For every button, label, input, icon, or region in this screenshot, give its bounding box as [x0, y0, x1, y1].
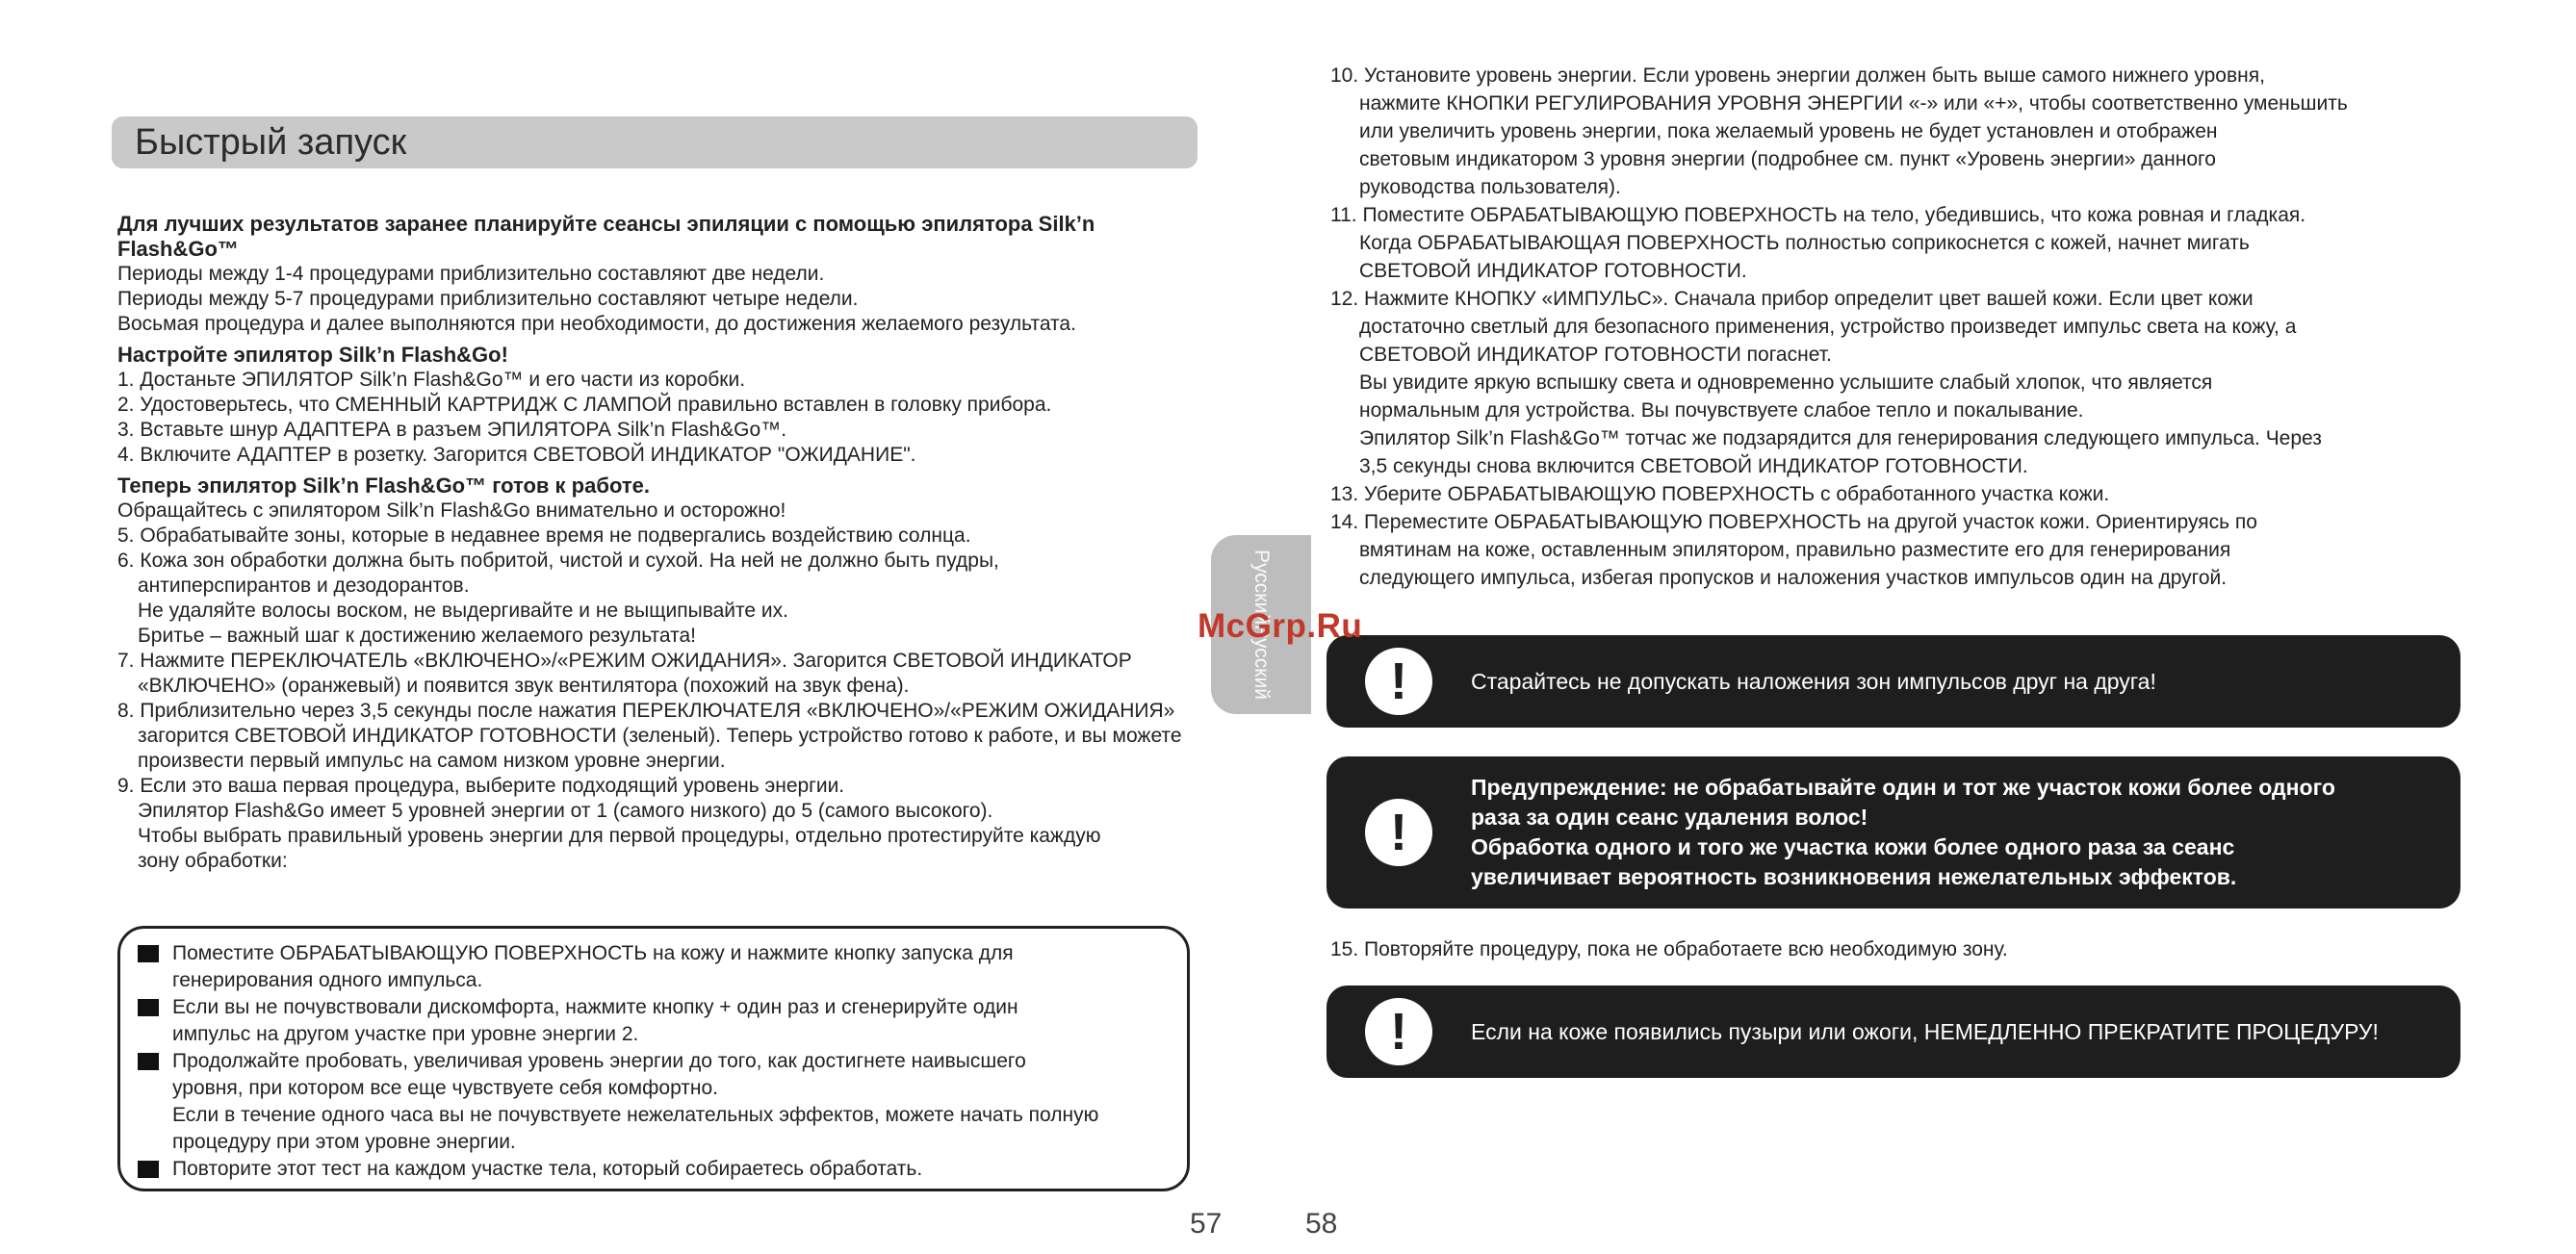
step-line: нажмите КНОПКИ РЕГУЛИРОВАНИЯ УРОВНЯ ЭНЕРГИИ «-» или «+», чтобы соответственно уменьшить	[1359, 92, 2348, 115]
step-line: 15. Повторяйте процедуру, пока не обработаете всю необходимую зону.	[1330, 938, 2008, 960]
bullet-text: Если в течение одного часа вы не почувствуете нежелательных эффектов, можете начать полную	[172, 1104, 1099, 1126]
exclamation-icon: !	[1365, 799, 1432, 866]
warning-box-repeat	[1327, 756, 2460, 909]
step-line: СВЕТОВОЙ ИНДИКАТОР ГОТОВНОСТИ.	[1359, 260, 1747, 282]
ready-line: антиперспирантов и дезодорантов.	[138, 575, 470, 597]
step-line: Вы увидите яркую вспышку света и одновременно услышите слабый хлопок, что является	[1359, 371, 2213, 394]
bullet-text: Если вы не почувствовали дискомфорта, нажмите кнопку + один раз и сгенерируйте один	[172, 996, 1018, 1018]
intro-line: Периоды между 1-4 процедурами приблизительно составляют две недели.	[117, 263, 825, 285]
step-line: достаточно светлый для безопасного применения, устройство произведет импульс света на кожу, а	[1359, 316, 2297, 338]
test-bullet	[138, 1048, 1168, 1075]
ready-heading: Теперь эпилятор Silk’n Flash&Go™ готов к работе.	[117, 473, 650, 498]
warning-text: Старайтесь не допускать наложения зон импульсов друг на друга!	[1471, 668, 2156, 694]
step-line: следующего импульса, избегая пропусков и наложения участков импульсов один на другой.	[1359, 567, 2228, 589]
warning-text: раза за один сеанс удаления волос!	[1471, 805, 1868, 830]
warning-text: Предупреждение: не обрабатывайте один и тот же участок кожи более одного	[1471, 775, 2335, 800]
warning-text-block	[1471, 773, 2335, 892]
setup-step: 2. Удостоверьтесь, что СМЕННЫЙ КАРТРИДЖ С ЛАМПОЙ правильно вставлен в головку прибора.	[117, 394, 1052, 416]
language-tab-label: Русский	[1250, 625, 1273, 700]
step-line: 13. Уберите ОБРАБАТЫВАЮЩУЮ ПОВЕРХНОСТЬ с обработанного участка кожи.	[1330, 483, 2110, 505]
bullet-text: Повторите этот тест на каждом участке тела, который собираетесь обработать.	[172, 1158, 923, 1180]
bullet-text: процедуру при этом уровне энергии.	[172, 1131, 516, 1153]
test-procedure-box	[117, 926, 1190, 1191]
step-line: 10. Установите уровень энергии. Если уровень энергии должен быть выше самого нижнего уровня,	[1330, 64, 2265, 87]
step-line: СВЕТОВОЙ ИНДИКАТОР ГОТОВНОСТИ погаснет.	[1359, 344, 1832, 366]
language-tab-label: Русский	[1250, 550, 1273, 625]
ready-line: 8. Приблизительно через 3,5 секунды после нажатия ПЕРЕКЛЮЧАТЕЛЯ «ВКЛЮЧЕНО»/«РЕЖИМ ОЖИДАНИЯ»	[117, 700, 1175, 722]
square-bullet-icon	[138, 999, 159, 1016]
ready-line: зону обработки:	[138, 850, 288, 872]
ready-line: Не удаляйте волосы воском, не выдергивайте и не выщипывайте их.	[138, 600, 788, 622]
step-line: руководства пользователя).	[1359, 176, 1621, 198]
exclamation-icon: !	[1365, 648, 1432, 715]
bullet-text: Продолжайте пробовать, увеличивая уровень энергии до того, как достигнете наивысшего	[172, 1050, 1026, 1072]
square-bullet-icon	[138, 1161, 159, 1178]
step-line: или увеличить уровень энергии, пока желаемый уровень не будет установлен и отображен	[1359, 120, 2218, 142]
test-bullet	[138, 1156, 1168, 1183]
square-bullet-icon	[138, 1053, 159, 1070]
intro-line: Периоды между 5-7 процедурами приблизительно составляют четыре недели.	[117, 288, 859, 310]
ready-line: 9. Если это ваша первая процедура, выберите подходящий уровень энергии.	[117, 775, 845, 797]
bullet-text: генерирования одного импульса.	[172, 969, 483, 991]
test-bullet	[138, 994, 1168, 1021]
intro-heading: Для лучших результатов заранее планируйте сеансы эпиляции с помощью эпилятора Silk’n Flash&Go™	[117, 212, 1095, 261]
ready-line: Эпилятор Flash&Go имеет 5 уровней энергии от 1 (самого низкого) до 5 (самого высокого).	[138, 800, 993, 822]
ready-line: Бритье – важный шаг к достижению желаемого результата!	[138, 625, 696, 647]
bullet-text: Поместите ОБРАБАТЫВАЮЩУЮ ПОВЕРХНОСТЬ на кожу и нажмите кнопку запуска для	[172, 942, 1014, 964]
page-number-left: 57	[1190, 1208, 1223, 1240]
watermark: McGrp.Ru	[1198, 607, 1363, 645]
ready-line: загорится СВЕТОВОЙ ИНДИКАТОР ГОТОВНОСТИ (зеленый). Теперь устройство готово к работе, и вы можете	[138, 725, 1182, 747]
step-line: 12. Нажмите КНОПКУ «ИМПУЛЬС». Сначала прибор определит цвет вашей кожи. Если цвет кожи	[1330, 288, 2254, 310]
step-line: Когда ОБРАБАТЫВАЮЩАЯ ПОВЕРХНОСТЬ полностью соприкоснется с кожей, начнет мигать	[1359, 232, 2250, 254]
page-number-right: 58	[1305, 1208, 1338, 1240]
intro-line: Восьмая процедура и далее выполняются при необходимости, до достижения желаемого результата.	[117, 313, 1076, 335]
ready-line: произвести первый импульс на самом низком уровне энергии.	[138, 750, 726, 772]
step-line: 14. Переместите ОБРАБАТЫВАЮЩУЮ ПОВЕРХНОСТЬ на другой участок кожи. Ориентируясь по	[1330, 511, 2257, 533]
bullet-text: импульс на другом участке при уровне энергии 2.	[172, 1023, 639, 1045]
section-title: Быстрый запуск	[112, 116, 1198, 168]
ready-line: 5. Обрабатывайте зоны, которые в недавнее время не подвергались воздействию солнца.	[117, 525, 971, 547]
step-line: вмятинам на коже, оставленным эпилятором, правильно разместите его для генерирования	[1359, 539, 2231, 561]
left-body	[117, 212, 1205, 874]
warning-box-burns	[1327, 985, 2460, 1078]
setup-step: 1. Достаньте ЭПИЛЯТОР Silk’n Flash&Go™ и его части из коробки.	[117, 369, 746, 391]
step-line: 11. Поместите ОБРАБАТЫВАЮЩУЮ ПОВЕРХНОСТЬ на тело, убедившись, что кожа ровная и гладкая.	[1330, 204, 2306, 226]
warning-text: Если на коже появились пузыри или ожоги, НЕМЕДЛЕННО ПРЕКРАТИТЕ ПРОЦЕДУРУ!	[1471, 1018, 2379, 1044]
setup-step: 3. Вставьте шнур АДАПТЕРА в разъем ЭПИЛЯТОРА Silk’n Flash&Go™.	[117, 419, 787, 441]
square-bullet-icon	[138, 945, 159, 962]
warning-box-overlap	[1327, 635, 2460, 728]
ready-line: 7. Нажмите ПЕРЕКЛЮЧАТЕЛЬ «ВКЛЮЧЕНО»/«РЕЖИМ ОЖИДАНИЯ». Загорится СВЕТОВОЙ ИНДИКАТОР	[117, 650, 1132, 672]
bullet-text: уровня, при котором все еще чувствуете себя комфортно.	[172, 1077, 719, 1099]
setup-step: 4. Включите АДАПТЕР в розетку. Загорится СВЕТОВОЙ ИНДИКАТОР "ОЖИДАНИЕ".	[117, 444, 916, 466]
ready-line: «ВКЛЮЧЕНО» (оранжевый) и появится звук вентилятора (похожий на звук фена).	[138, 675, 910, 697]
setup-heading: Настройте эпилятор Silk’n Flash&Go!	[117, 343, 508, 367]
step-line: 3,5 секунды снова включится СВЕТОВОЙ ИНДИКАТОР ГОТОВНОСТИ.	[1359, 455, 2028, 477]
warning-text: Обработка одного и того же участка кожи более одного раза за сеанс	[1471, 834, 2235, 859]
ready-line: Обращайтесь с эпилятором Silk’n Flash&Go внимательно и осторожно!	[117, 499, 786, 522]
warning-text: увеличивает вероятность возникновения нежелательных эффектов.	[1471, 864, 2237, 889]
step-line: нормальным для устройства. Вы почувствуете слабое тепло и покалывание.	[1359, 399, 2084, 422]
right-body	[1330, 62, 2466, 592]
step-line: световым индикатором 3 уровня энергии (подробнее см. пункт «Уровень энергии» данного	[1359, 148, 2216, 170]
ready-line: 6. Кожа зон обработки должна быть побритой, чистой и сухой. На ней не должно быть пудры,	[117, 550, 999, 572]
ready-line: Чтобы выбрать правильный уровень энергии для первой процедуры, отдельно протестируйте каждую	[138, 825, 1101, 847]
step-line: Эпилятор Silk’n Flash&Go™ тотчас же подзарядится для генерирования следующего импульса. Через	[1359, 427, 2322, 449]
exclamation-icon: !	[1365, 998, 1432, 1065]
test-bullet	[138, 940, 1168, 967]
